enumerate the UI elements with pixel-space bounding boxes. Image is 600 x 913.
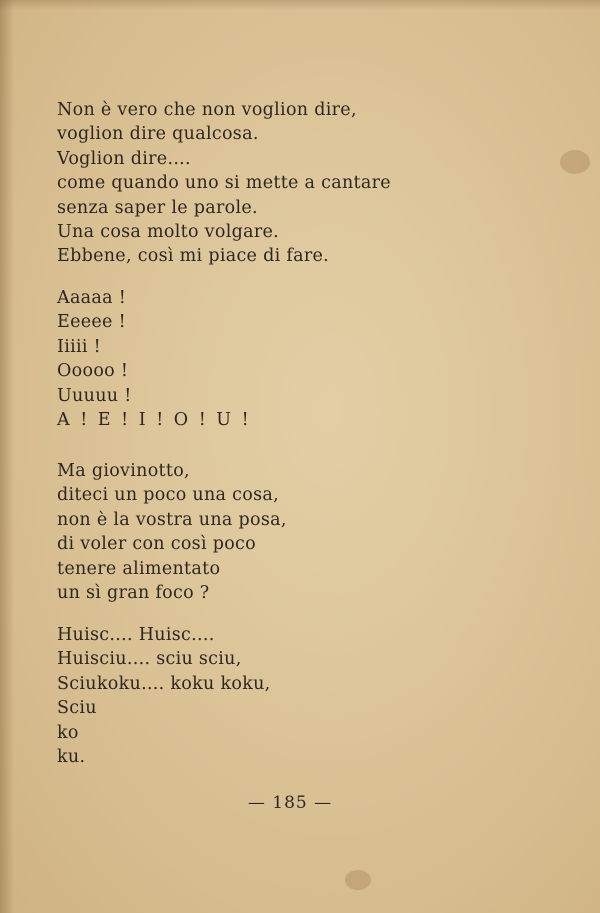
poem-line: diteci un poco una cosa, (57, 485, 279, 506)
poem-line: non è la vostra una posa, (57, 509, 287, 530)
paper-stain (345, 870, 371, 890)
poem-line: Iiiii ! (57, 336, 101, 357)
poem-line: Una cosa molto volgare. (57, 222, 280, 243)
poem-line: Aaaaa ! (57, 288, 127, 308)
poem-line: Eeeee ! (57, 312, 126, 333)
poem-line: di voler con così poco (57, 534, 256, 555)
poem-line: ku. (57, 747, 86, 768)
poem-line: Ooooo ! (57, 361, 129, 382)
paper-stain (560, 150, 590, 174)
poem-line: Huisc.... Huisc.... (57, 625, 215, 645)
poem-line: Uuuuu ! (57, 385, 132, 406)
page-top-shadow (0, 0, 600, 10)
poem-stanza (57, 286, 251, 432)
poem-line: un sì gran foco ? (57, 583, 210, 604)
poem-line: A ! E ! I ! O ! U ! (57, 410, 252, 431)
poem-stanza (57, 98, 391, 269)
poem-line: voglion dire qualcosa. (57, 124, 259, 145)
poem-line: senza saper le parole. (57, 197, 258, 218)
page-edge-shadow (0, 0, 14, 913)
poem-stanza (57, 623, 271, 769)
poem-stanza (57, 459, 287, 605)
page-number: — 185 — (247, 793, 333, 813)
poem-line: Sciu (57, 698, 97, 719)
poem-line: Ebbene, così mi piace di fare. (57, 246, 330, 267)
poem-line: come quando uno si mette a cantare (57, 173, 391, 194)
poem-line: Voglion dire.... (57, 148, 191, 169)
poem-line: tenere alimentato (57, 558, 221, 579)
poem-line: ko (57, 722, 79, 743)
poem-line: Ma giovinotto, (57, 461, 190, 481)
poem-line: Huisciu.... sciu sciu, (57, 649, 242, 670)
poem-line: Non è vero che non voglion dire, (57, 100, 357, 120)
poem-line: Sciukoku.... koku koku, (57, 673, 271, 694)
